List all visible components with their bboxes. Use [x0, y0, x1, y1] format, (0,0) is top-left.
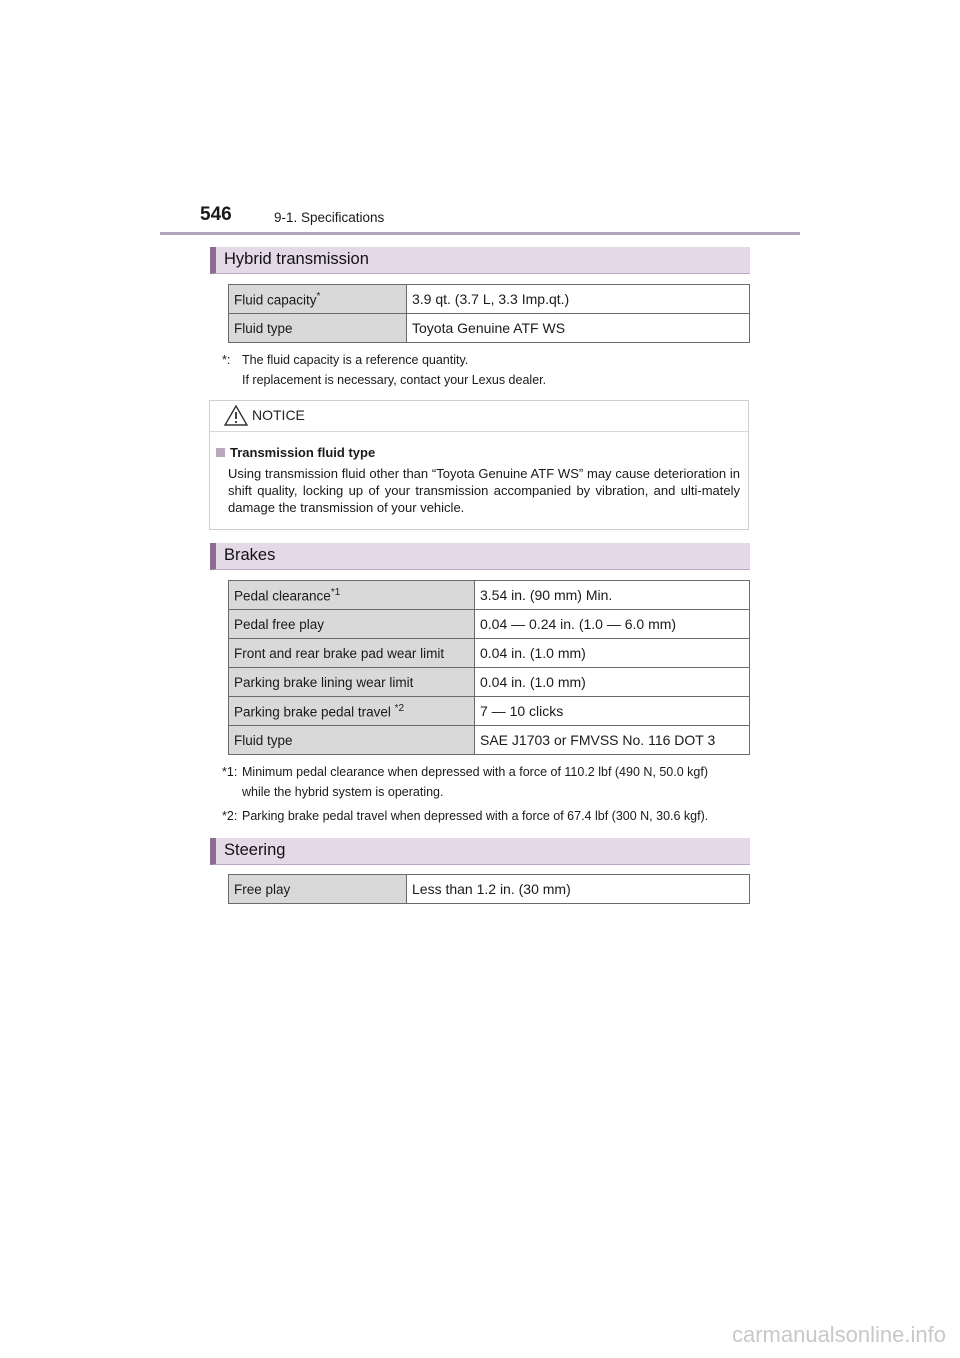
row-value: 3.54 in. (90 mm) Min.	[475, 581, 750, 610]
notice-header	[210, 401, 748, 432]
row-label: Parking brake lining wear limit	[229, 668, 475, 697]
section-bar-brakes	[210, 543, 750, 570]
warning-icon	[224, 405, 248, 426]
section-heading: Hybrid transmission	[224, 250, 369, 268]
page-number: 546	[200, 204, 232, 225]
row-value: 0.04 — 0.24 in. (1.0 — 6.0 mm)	[475, 610, 750, 639]
page-header	[200, 204, 800, 234]
row-value: 0.04 in. (1.0 mm)	[475, 668, 750, 697]
table-row	[229, 285, 750, 314]
notice-subtitle: Transmission fluid type	[216, 445, 375, 460]
steering-table	[228, 874, 750, 904]
row-label: Front and rear brake pad wear limit	[229, 639, 475, 668]
notice-box	[209, 400, 749, 530]
row-label: Pedal clearance$^{*1}$	[229, 581, 475, 610]
row-value: 0.04 in. (1.0 mm)	[475, 639, 750, 668]
brakes-footnote-2: *2: Parking brake pedal travel when depressed with a force of 67.4 lbf (300 N, 30.6 kgf).	[222, 809, 709, 823]
row-label: Fluid type	[229, 314, 407, 343]
table-row	[229, 726, 750, 755]
section-heading: Steering	[224, 841, 286, 859]
row-label: Pedal free play	[229, 610, 475, 639]
table-row	[229, 668, 750, 697]
hybrid-footnote: *: The fluid capacity is a reference quantity. If replacement is necessary, contact your Lexus dealer.	[222, 353, 547, 387]
section-bar-hybrid-transmission	[210, 247, 750, 274]
section-heading: Brakes	[224, 546, 276, 564]
row-value: SAE J1703 or FMVSS No. 116 DOT 3	[475, 726, 750, 755]
table-row	[229, 314, 750, 343]
notice-title: NOTICE	[252, 407, 305, 423]
bullet-square-icon	[216, 448, 225, 457]
header-rule	[160, 232, 800, 235]
table-row	[229, 639, 750, 668]
section-title: 9-1. Specifications	[274, 210, 385, 225]
table-row	[229, 697, 750, 726]
row-value: Toyota Genuine ATF WS	[407, 314, 750, 343]
hybrid-transmission-table	[228, 284, 750, 343]
table-row	[229, 610, 750, 639]
row-value: 3.9 qt. (3.7 L, 3.3 Imp.qt.)	[407, 285, 750, 314]
brakes-footnote-1: *1: Minimum pedal clearance when depressed with a force of 110.2 lbf (490 N, 50.0 kgf) while the hybrid system is operating.	[222, 765, 708, 799]
section-bar-steering	[210, 838, 750, 865]
row-label: Fluid capacity*	[229, 285, 407, 314]
watermark: carmanualsonline.info	[731, 1322, 946, 1347]
brakes-table	[228, 580, 750, 755]
row-label: Free play	[229, 875, 407, 904]
row-label: Fluid type	[229, 726, 475, 755]
table-row	[229, 581, 750, 610]
notice-text: Using transmission fluid other than “Toyota Genuine ATF WS” may cause deterioration in shift quality, locking up of your transmission accompanied by vibration, and ulti-mately damage the transmission of your vehicle.	[228, 466, 740, 515]
row-label: Parking brake pedal travel $^{*2}$	[229, 697, 475, 726]
row-value: Less than 1.2 in. (30 mm)	[407, 875, 750, 904]
row-value: 7 — 10 clicks	[475, 697, 750, 726]
table-row	[229, 875, 750, 904]
